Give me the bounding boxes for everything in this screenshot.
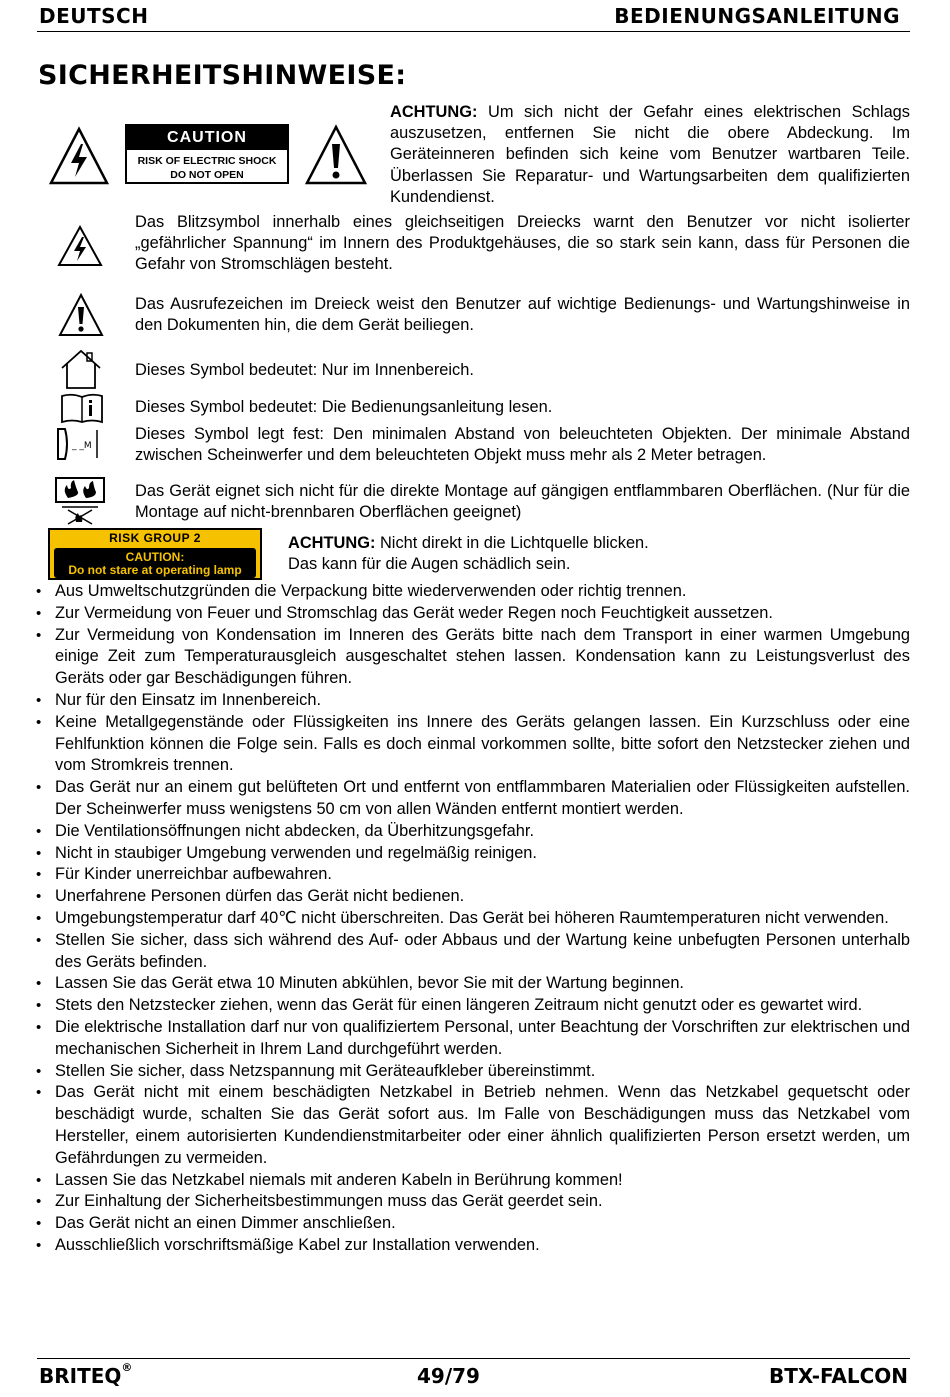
- exclamation-triangle-icon: [304, 124, 368, 186]
- list-item: • Die Ventilationsöffnungen nicht abdecken, da Überhitzungsgefahr.: [30, 821, 910, 843]
- page-footer: [37, 1358, 910, 1394]
- indoor-symbol-text: Dieses Symbol bedeutet: Nur im Innenbereich.: [135, 361, 474, 379]
- exclamation-triangle-small-icon: [58, 293, 104, 337]
- caution-label-title: CAUTION: [127, 126, 287, 150]
- header-doc-type: BEDIENUNGSANLEITUNG: [614, 4, 900, 28]
- achtung-light-text1: Nicht direkt in die Lichtquelle blicken.: [375, 534, 649, 552]
- page-header: [37, 2, 910, 32]
- header-language: DEUTSCH: [39, 4, 149, 28]
- caution-label-line2: DO NOT OPEN: [170, 169, 244, 181]
- safety-bullet-list: [30, 581, 910, 1257]
- achtung-light-paragraph: [288, 533, 888, 575]
- registered-mark: ®: [121, 1361, 133, 1374]
- caution-label: [125, 124, 289, 184]
- lightning-triangle-icon: [48, 126, 110, 186]
- exclamation-symbol-text: Das Ausrufezeichen im Dreieck weist den Benutzer auf wichtige Bedienungs- und Wartungshinweise in den Dokumenten hin, die dem Gerät beiliegen.: [135, 295, 910, 335]
- list-item: • Nur für den Einsatz im Innenbereich.: [30, 690, 910, 712]
- list-item: • Das Gerät nicht an einen Dimmer anschließen.: [30, 1213, 910, 1235]
- risk-group-label: [48, 528, 262, 580]
- list-item: • Stets den Netzstecker ziehen, wenn das Gerät für einen längeren Zeitraum nicht genutzt oder es gewartet wird.: [30, 995, 910, 1017]
- list-item: • Lassen Sie das Netzkabel niemals mit anderen Kabeln in Berührung kommen!: [30, 1170, 910, 1192]
- caution-label-line1: RISK OF ELECTRIC SHOCK: [137, 155, 277, 167]
- manual-book-icon: [60, 392, 104, 424]
- minimum-distance-icon: [56, 426, 104, 462]
- list-item: • Keine Metallgegenstände oder Flüssigkeiten ins Innere des Geräts gelangen lassen. Ein Kurzschluss oder eine Fehlfunktion können die Folge sein. Falls es doch einmal vorkommen sollte, bitte sofort den Netzstecker ziehen und vom Stromkreis trennen.: [30, 712, 910, 777]
- list-item: • Zur Vermeidung von Kondensation im Inneren des Geräts bitte nach dem Transport in einer warmen Umgebung einige Zeit zum Temperaturausgleich ausgeschaltet stehen lassen. Kondensation kann zu Leistungsverlust des Geräts oder gar Beschädigungen führen.: [30, 625, 910, 690]
- lightning-symbol-text: Das Blitzsymbol innerhalb eines gleichseitigen Dreiecks warnt den Benutzer vor nicht isolierter „gefährlicher Spannung“ im Innern des Produktgehäuses, die so stark sein kann, dass für Personen die Gefahr von Stromschlägen besteht.: [135, 213, 910, 274]
- achtung-paragraph: [390, 102, 910, 208]
- footer-page-number: 49/79: [417, 1364, 480, 1388]
- risk-group-title: RISK GROUP 2: [109, 531, 201, 545]
- achtung-light-text2: Das kann für die Augen schädlich sein.: [288, 555, 571, 574]
- list-item: • Lassen Sie das Gerät etwa 10 Minuten abkühlen, bevor Sie mit der Wartung beginnen.: [30, 973, 910, 995]
- list-item: • Das Gerät nicht mit einem beschädigten Netzkabel in Betrieb nehmen. Wenn das Netzkabel gequetscht oder beschädigt wurde, schalten Sie das Gerät sofort aus. Im Falle von Beschädigungen muss das Netzkabel vom Hersteller, einem autorisierten Kundendienstmitarbeiter oder einer ähnlich qualifizierten Person ersetzt werden, um Gefährdungen zu vermeiden.: [30, 1082, 910, 1169]
- list-item: • Unerfahrene Personen dürfen das Gerät nicht bedienen.: [30, 886, 910, 908]
- list-item: • Das Gerät nur an einem gut belüfteten Ort und entfernt von entflammbaren Materialien oder Flüssigkeiten aufstellen. Der Scheinwerfer muss wenigstens 50 cm von allen Wänden entfernt montiert werden.: [30, 777, 910, 821]
- no-flammable-surface-icon: [54, 476, 106, 526]
- flammable-symbol-text: Das Gerät eignet sich nicht für die direkte Montage auf gängigen entflammbaren Oberflächen. (Nur für die Montage auf nicht-brennbaren Oberflächen geeignet): [135, 482, 910, 522]
- list-item: • Zur Einhaltung der Sicherheitsbestimmungen muss das Gerät geerdet sein.: [30, 1191, 910, 1213]
- footer-model: BTX-FALCON: [769, 1364, 908, 1388]
- list-item: • Umgebungstemperatur darf 40℃ nicht überschreiten. Das Gerät bei höheren Raumtemperaturen nicht verwenden.: [30, 908, 910, 930]
- list-item: • Für Kinder unerreichbar aufbewahren.: [30, 864, 910, 886]
- lightning-triangle-small-icon: [57, 225, 103, 267]
- list-item: • Nicht in staubiger Umgebung verwenden und regelmäßig reinigen.: [30, 843, 910, 865]
- distance-symbol-text: Dieses Symbol legt fest: Den minimalen Abstand von beleuchteten Objekten. Der minimale Abstand zwischen Scheinwerfer und dem beleuchteten Objekt muss mehr als 2 Meter betragen.: [135, 425, 910, 465]
- list-item: • Ausschließlich vorschriftsmäßige Kabel zur Installation verwenden.: [30, 1235, 910, 1257]
- list-item: • Zur Vermeidung von Feuer und Stromschlag das Gerät weder Regen noch Feuchtigkeit aussetzen.: [30, 603, 910, 625]
- section-title: SICHERHEITSHINWEISE:: [38, 60, 407, 91]
- risk-group-caution: CAUTION:: [125, 550, 185, 564]
- list-item: • Die elektrische Installation darf nur von qualifiziertem Personal, unter Beachtung der Vorschriften zur elektrischen und mechanischen Sicherheit in Ihrem Land durchgeführt werden.: [30, 1017, 910, 1061]
- manual-symbol-text: Dieses Symbol bedeutet: Die Bedienungsanleitung lesen.: [135, 398, 553, 416]
- achtung-label: ACHTUNG:: [390, 103, 478, 121]
- footer-brand: BRITEQ®: [39, 1361, 133, 1388]
- list-item: • Stellen Sie sicher, dass sich während des Auf- oder Abbaus und der Wartung keine unbefugten Personen unterhalb des Geräts befinden.: [30, 930, 910, 974]
- achtung-text: Um sich nicht der Gefahr eines elektrischen Schlags auszusetzen, entfernen Sie nicht die obere Abdeckung. Im Geräteinneren befinden sich keine vom Benutzer wartbaren Teile. Überlassen Sie Reparatur- und Wartungsarbeiten dem qualifizierten Kundendienst.: [390, 103, 910, 206]
- list-item: • Stellen Sie sicher, dass Netzspannung mit Geräteaufkleber übereinstimmt.: [30, 1061, 910, 1083]
- house-icon: [60, 348, 102, 390]
- risk-group-warning: Do not stare at operating lamp: [68, 563, 242, 577]
- list-item: • Aus Umweltschutzgründen die Verpackung bitte wiederverwenden oder richtig trennen.: [30, 581, 910, 603]
- distance-icon-label: _ _M: [72, 441, 92, 451]
- achtung-light-label: ACHTUNG:: [288, 534, 376, 552]
